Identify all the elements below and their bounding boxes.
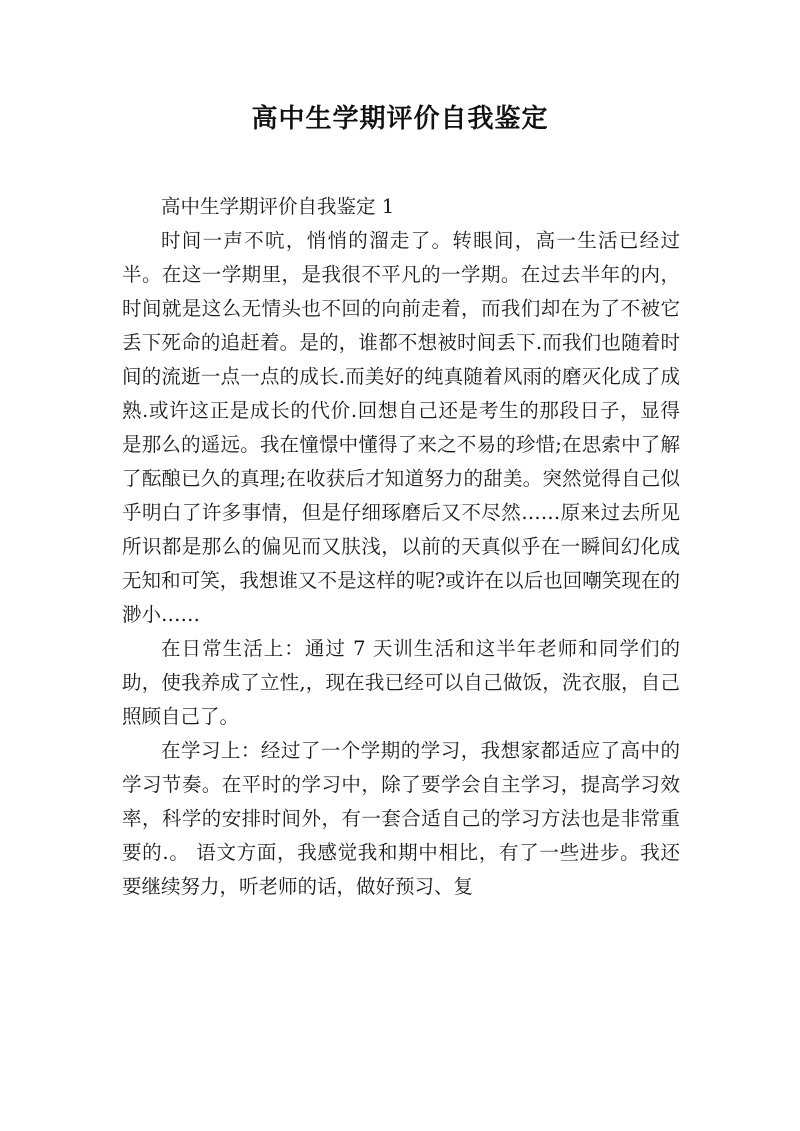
paragraph: 在日常生活上：通过 7 天训生活和这半年老师和同学们的助，使我养成了立性,，现在我已经可以自己做饭，洗衣服，自己照顾自己了。 (122, 637, 680, 728)
document-title: 高中生学期评价自我鉴定 (251, 104, 549, 134)
paragraph: 在学习上：经过了一个学期的学习，我想家都适应了高中的学习节奏。在平时的学习中，除了要学会自主学习，提高学习效率，科学的安排时间外，有一套合适自己的学习方法也是非常重要的.。 语文方面，我感觉我和期中相比，有了一些进步。我还要继续努力，听老师的话，做好预习、复 (122, 739, 680, 898)
section-heading: 高中生学期评价自我鉴定 1 (161, 195, 395, 218)
paragraph: 时间一声不吭，悄悄的溜走了。转眼间，高一生活已经过半。在这一学期里，是我很不平凡的一学期。在过去半年的内，时间就是这么无情头也不回的向前走着，而我们却在为了不被它丢下死命的追赶着。是的，谁都不想被时间丢下.而我们也随着时间的流逝一点一点的成长.而美好的纯真随着风雨的磨灭化成了成熟.或许这正是成长的代价.回想自己还是考生的那段日子，显得是那么的遥远。我在憧憬中懂得了来之不易的珍惜;在思索中了解了酝酿已久的真理;在收获后才知道努力的甜美。突然觉得自己似乎明白了许多事情，但是仔细琢磨后又不尽然……原来过去所见所识都是那么的偏见而又肤浅，以前的天真似乎在一瞬间幻化成无知和可笑，我想谁又不是这样的呢?或许在以后也回嘲笑现在的渺小…… (122, 229, 680, 626)
document-body (122, 190, 680, 904)
